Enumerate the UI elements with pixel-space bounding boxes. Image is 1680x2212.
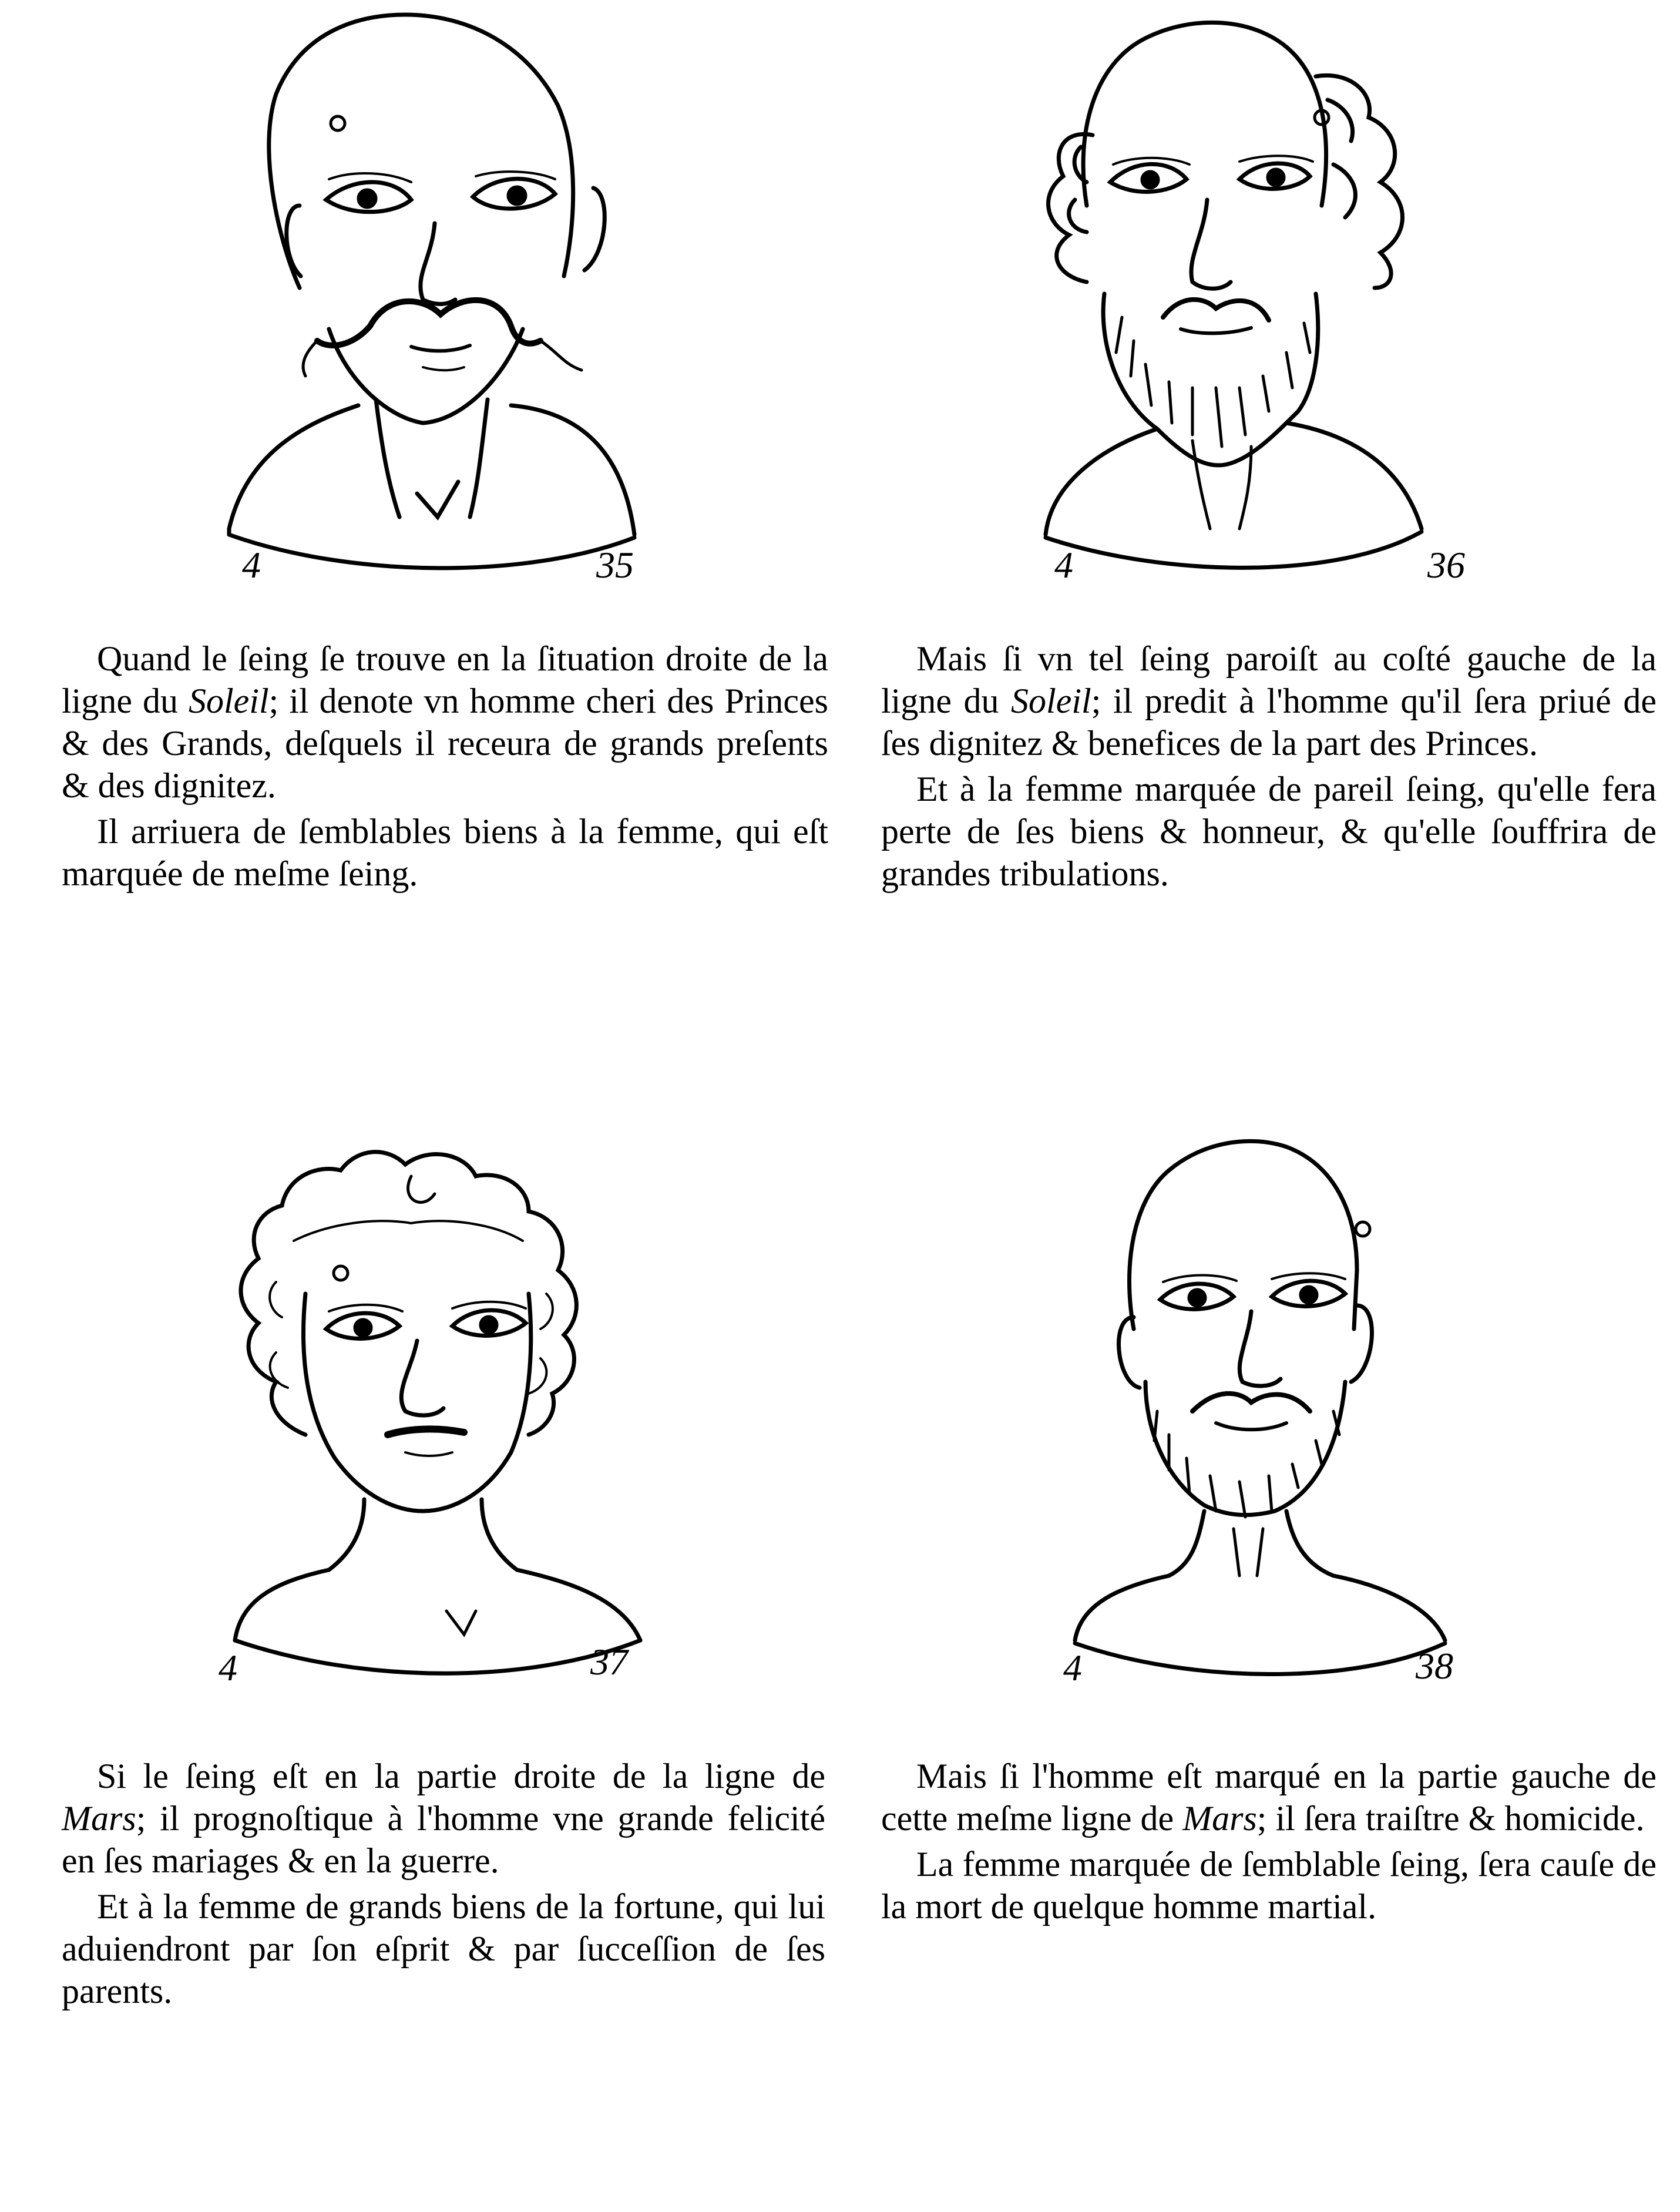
figure-37 xyxy=(0,1106,840,2211)
figure-35 xyxy=(0,0,840,1106)
caption-35 xyxy=(62,637,828,895)
bald-bearded-man-illustration xyxy=(840,1106,1680,1693)
caption-paragraph: La femme marquée de ſemblable ſeing, ſera cauſe de la mort de quelque homme martial. xyxy=(881,1845,1657,1926)
caption-38 xyxy=(881,1755,1657,1928)
caption-37 xyxy=(62,1755,825,2012)
caption-paragraph: Quand le ſeing ſe trouve en la ſituation droite de la ligne du Soleil; il denote vn homme cheri des Princes & des Grands, deſquels il receura de grands preſents & des dignitez. xyxy=(62,639,828,805)
figure-right-number: 35 xyxy=(596,544,634,586)
bald-mustached-man-illustration xyxy=(0,0,840,588)
caption-paragraph: Et à la femme marquée de pareil ſeing, qu'elle fera perte de ſes biens & honneur, & qu'elle ſouffrira de grandes tribulations. xyxy=(881,770,1657,893)
figure-left-number: 4 xyxy=(242,544,261,586)
bearded-man-illustration xyxy=(840,0,1680,588)
figure-right-number: 36 xyxy=(1427,544,1465,586)
caption-paragraph: Mais ſi l'homme eſt marqué en la partie gauche de cette meſme ligne de Mars; il ſera traiſtre & homicide. xyxy=(881,1757,1657,1838)
caption-36 xyxy=(881,637,1657,895)
caption-paragraph: Et à la femme de grands biens de la fortune, qui lui aduiendront par ſon eſprit & par ſucceſſion de ſes parents. xyxy=(62,1887,825,2010)
figure-38 xyxy=(840,1106,1680,2211)
figure-left-number: 4 xyxy=(219,1647,237,1689)
figure-right-number: 37 xyxy=(590,1641,628,1683)
caption-paragraph: Il arriuera de ſemblables biens à la femme, qui eſt marquée de meſme ſeing. xyxy=(62,812,828,893)
figure-left-number: 4 xyxy=(1054,544,1073,586)
caption-paragraph: Si le ſeing eſt en la partie droite de la ligne de Mars; il prognoſtique à l'homme vne grande felicité en ſes mariages & en la guerre. xyxy=(62,1757,825,1880)
figure-right-number: 38 xyxy=(1416,1645,1453,1687)
figure-left-number: 4 xyxy=(1063,1647,1082,1689)
caption-paragraph: Mais ſi vn tel ſeing paroiſt au coſté gauche de la ligne du Soleil; il predit à l'homme qu'il ſera priué de ſes dignitez & benefices de la part des Princes. xyxy=(881,639,1657,763)
figure-36 xyxy=(840,0,1680,1106)
curly-haired-youth-illustration xyxy=(0,1106,840,1693)
